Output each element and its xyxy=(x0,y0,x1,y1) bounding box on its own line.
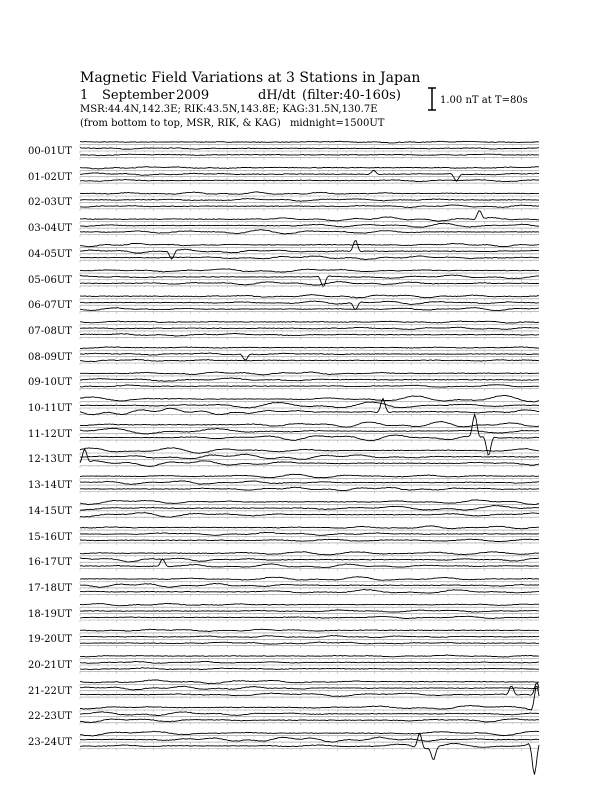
waveform-trace xyxy=(80,526,539,529)
waveform-trace xyxy=(80,372,539,375)
waveform-trace xyxy=(80,211,539,222)
waveform-trace xyxy=(80,686,539,710)
hour-label: 21-22UT xyxy=(28,685,72,697)
waveform-trace xyxy=(80,719,539,723)
waveform-trace xyxy=(80,712,539,716)
waveform-trace xyxy=(80,230,539,234)
hour-label: 05-06UT xyxy=(28,274,72,286)
waveform-trace xyxy=(80,559,539,568)
waveform-trace xyxy=(80,454,539,459)
month-label: September xyxy=(102,88,175,103)
waveform-trace xyxy=(80,428,539,434)
waveform-trace xyxy=(80,180,539,182)
hour-label: 08-09UT xyxy=(28,351,72,363)
waveform-trace xyxy=(80,154,539,156)
waveform-trace xyxy=(80,295,539,298)
hour-label: 02-03UT xyxy=(28,197,72,209)
waveform-trace xyxy=(80,347,539,349)
waveform-trace xyxy=(80,610,539,612)
waveform-trace xyxy=(80,148,539,150)
order-note: (from bottom to top, MSR, RIK, & KAG) xyxy=(80,118,281,129)
waveform-trace xyxy=(80,533,539,536)
hour-label: 15-16UT xyxy=(28,531,72,543)
day-label: 1 xyxy=(80,88,89,103)
waveform-trace xyxy=(80,282,539,286)
hour-label: 06-07UT xyxy=(28,300,72,312)
waveform-trace xyxy=(80,558,539,562)
waveform-trace xyxy=(80,269,539,272)
hour-label: 10-11UT xyxy=(28,403,72,414)
waveform-trace xyxy=(80,474,539,478)
waveform-trace xyxy=(80,506,539,511)
waveform-trace xyxy=(80,642,539,644)
filter-label: (filter:40-160s) xyxy=(302,88,401,103)
waveform-trace xyxy=(80,686,539,690)
hour-label: 22-23UT xyxy=(28,711,72,723)
waveform-trace xyxy=(80,327,539,329)
waveform-trace xyxy=(80,256,539,260)
waveform-trace xyxy=(80,308,539,311)
waveform-trace xyxy=(80,603,539,605)
midnight-note: midnight=1500UT xyxy=(289,118,385,129)
chart-title: Magnetic Field Variations at 3 Stations in Japan xyxy=(80,70,421,86)
waveform-trace xyxy=(80,629,539,631)
waveform-trace xyxy=(80,583,539,587)
quantity-label: dH/dt xyxy=(258,88,296,103)
hour-label: 23-24UT xyxy=(28,737,72,749)
waveform-trace xyxy=(80,167,539,169)
waveform-trace xyxy=(80,243,539,246)
waveform-trace xyxy=(80,731,539,736)
hour-label: 07-08UT xyxy=(28,325,72,337)
waveform-trace xyxy=(80,668,539,670)
waveform-trace xyxy=(80,199,539,202)
waveform-trace xyxy=(80,448,539,454)
waveform-trace xyxy=(80,170,539,181)
hour-label: 19-20UT xyxy=(28,634,72,646)
waveform-trace xyxy=(80,321,539,323)
hour-label: 12-13UT xyxy=(28,454,72,466)
waveform-trace xyxy=(80,683,539,696)
waveform-trace xyxy=(80,680,539,684)
waveform-trace xyxy=(80,655,539,657)
waveform-trace xyxy=(80,636,539,638)
hour-label: 11-12UT xyxy=(28,428,72,440)
waveform-trace xyxy=(80,500,539,505)
waveform-trace xyxy=(80,334,539,337)
waveform-trace xyxy=(80,395,539,402)
hour-label: 03-04UT xyxy=(28,223,72,235)
waveform-trace xyxy=(80,422,539,428)
year-label: 2009 xyxy=(176,88,210,103)
waveform-trace xyxy=(80,513,539,518)
hour-label: 17-18UT xyxy=(28,582,72,594)
hour-label: 00-01UT xyxy=(28,146,72,157)
waveform-trace xyxy=(80,577,539,581)
hour-label: 20-21UT xyxy=(28,660,72,671)
waveform-trace xyxy=(80,141,539,143)
hour-label: 01-02UT xyxy=(28,171,72,183)
waveform-trace xyxy=(80,402,539,408)
stations-line: MSR:44.4N,142.3E; RIK:43.5N,143.8E; KAG:31.5N,130.7E xyxy=(80,104,378,115)
hour-label: 18-19UT xyxy=(28,608,72,620)
waveform-trace xyxy=(80,487,539,491)
waveform-trace xyxy=(80,359,539,361)
waveform-trace xyxy=(80,539,539,542)
waveform-trace xyxy=(80,590,539,594)
waveform-trace xyxy=(80,192,539,195)
waveform-trace xyxy=(80,661,539,663)
waveform-trace xyxy=(80,205,539,208)
hour-label: 16-17UT xyxy=(28,557,72,569)
waveform-trace xyxy=(80,552,539,555)
waveform-trace xyxy=(80,385,539,387)
hour-label: 14-15UT xyxy=(28,505,72,517)
waveform-trace xyxy=(80,275,539,287)
hour-label: 04-05UT xyxy=(28,248,72,260)
hour-label: 13-14UT xyxy=(28,480,72,492)
hour-label: 09-10UT xyxy=(28,377,72,389)
waveform-trace xyxy=(80,616,539,618)
waveform-trace xyxy=(80,378,539,381)
waveform-trace xyxy=(80,481,539,484)
scale-label: 1.00 nT at T=80s xyxy=(440,95,528,106)
waveform-trace xyxy=(80,737,539,742)
waveform-trace xyxy=(80,415,539,455)
waveform-trace xyxy=(80,223,539,227)
